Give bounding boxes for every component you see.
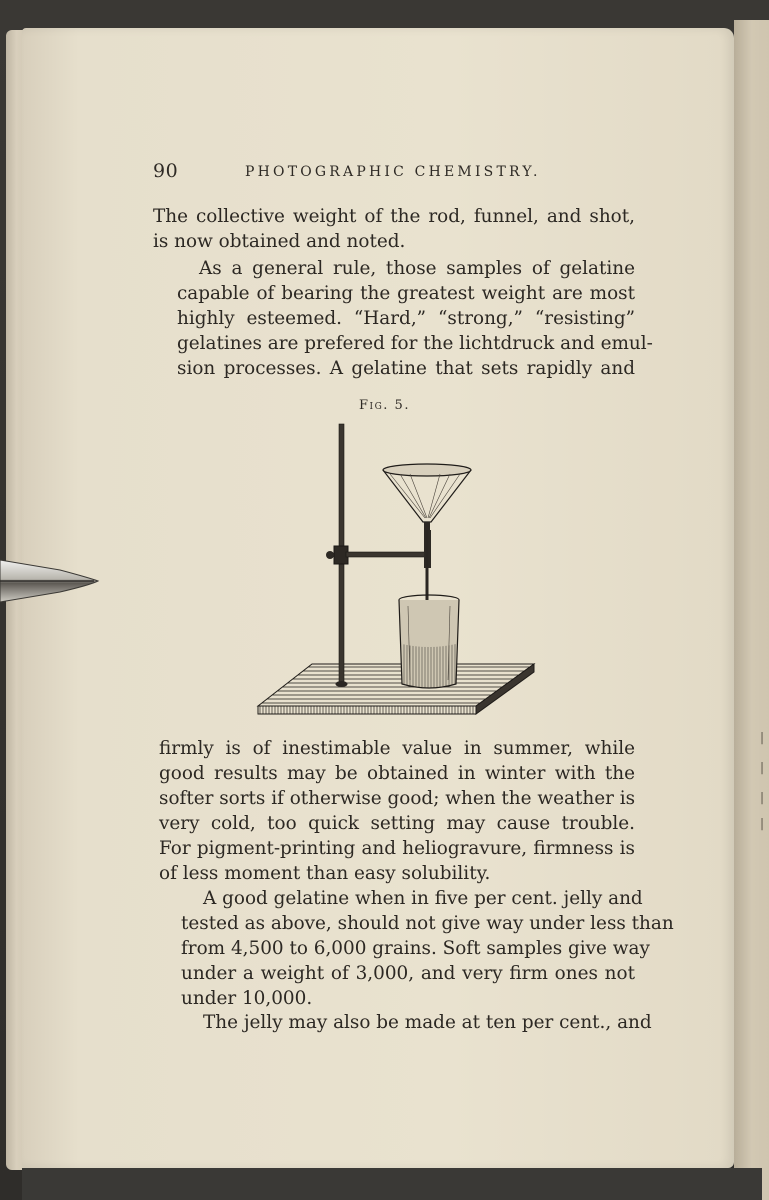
text-line: The jelly may also be made at ten per cent., and [203, 1012, 652, 1033]
bottom-shadow [22, 1168, 762, 1200]
text-line: tested as above, should not give way under less than [181, 913, 674, 934]
facing-page-text-fragments: | | | | [760, 730, 765, 830]
figure-caption: Fig. 5. [359, 398, 410, 413]
text-line: from 4,500 to 6,000 grains. Soft samples give way [181, 938, 650, 959]
text-line: softer sorts if otherwise good; when the weather is [159, 788, 636, 809]
pen-nib-icon [0, 548, 100, 612]
text-line: As a general rule, those samples of gelatine [199, 258, 635, 279]
text-line: very cold, too quick setting may cause trouble. [159, 813, 635, 834]
text-line: under a weight of 3,000, and very firm ones not [181, 963, 635, 984]
text-line: of less moment than easy solubility. [159, 863, 491, 884]
text-line: is now obtained and noted. [153, 231, 406, 252]
running-head [153, 160, 633, 186]
text-line: under 10,000. [181, 988, 313, 1009]
text-line: For pigment-printing and heliogravure, firmness is [159, 838, 635, 859]
text-line: sion processes. A gelatine that sets rapidly and [177, 358, 635, 379]
text-line: The collective weight of the rod, funnel, and shot, [153, 206, 635, 227]
paragraph-1 [153, 204, 635, 254]
paragraph-5 [159, 1010, 652, 1035]
page-number: 90 [153, 160, 179, 182]
text-line: good results may be obtained in winter with the [159, 763, 635, 784]
text-line: firmly is of inestimable value in summer, while [159, 738, 635, 759]
paragraph-2 [155, 256, 653, 381]
text-line: A good gelatine when in five per cent. jelly and [203, 888, 643, 909]
text-line: capable of bearing the greatest weight are most [177, 283, 635, 304]
paragraph-4 [159, 886, 674, 1011]
running-title: PHOTOGRAPHIC CHEMISTRY. [245, 164, 541, 180]
text-line: highly esteemed. “Hard,” “strong,” “resisting” [177, 308, 635, 329]
funnel-stand-apparatus-figure [250, 418, 550, 718]
paragraph-3 [159, 736, 635, 886]
text-line: gelatines are prefered for the lichtdruck and emul- [177, 333, 653, 354]
